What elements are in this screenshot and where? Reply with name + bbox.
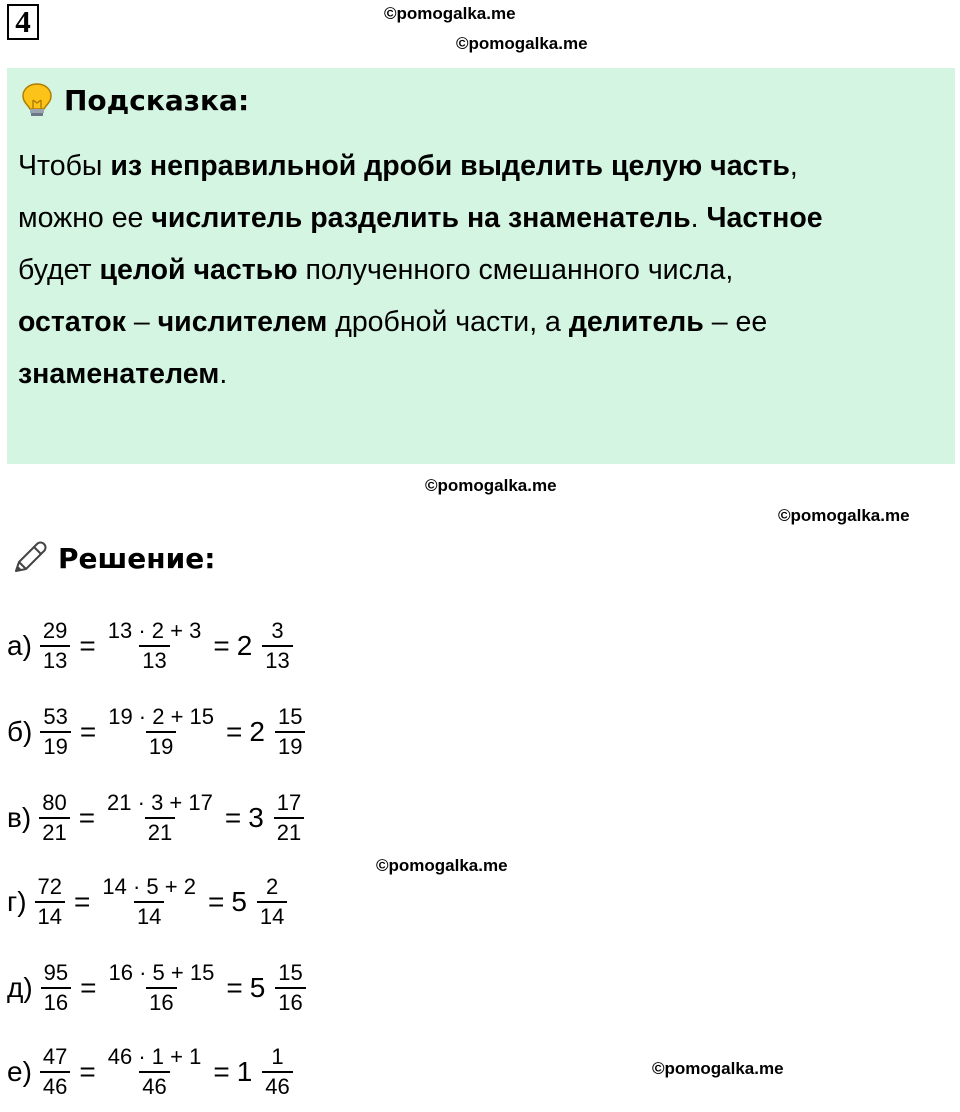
numerator: 2 (266, 874, 279, 899)
denominator: 21 (145, 817, 175, 847)
lightbulb-icon (20, 82, 54, 118)
hint-text-segment: , (789, 150, 798, 182)
whole-part: 5 (231, 886, 247, 917)
hint-text-segment: дробной части, а (327, 306, 569, 338)
denominator: 46 (139, 1071, 169, 1101)
denominator: 13 (40, 645, 70, 675)
denominator: 21 (39, 817, 69, 847)
hint-text-segment: – ее (703, 306, 768, 338)
denominator: 14 (257, 901, 287, 931)
solution-row (7, 862, 407, 942)
improper-fraction (38, 703, 72, 761)
solution-row (7, 692, 407, 772)
equals-sign: = (74, 886, 91, 917)
numerator: 17 (276, 790, 302, 815)
denominator: 16 (146, 987, 176, 1017)
row-label: а) (7, 630, 32, 661)
whole-part: 2 (236, 630, 253, 661)
hint-text-segment: остаток (18, 306, 126, 338)
numerator: 1 (271, 1044, 284, 1069)
hint-text-segment: Частное (706, 202, 823, 234)
remainder-fraction (273, 959, 307, 1017)
denominator: 13 (139, 645, 169, 675)
equals-sign: = (213, 1056, 230, 1087)
denominator: 16 (275, 987, 305, 1017)
improper-fraction (33, 873, 67, 931)
numerator: 21 · 3 + 17 (107, 790, 213, 815)
hint-text-segment: будет (18, 254, 100, 286)
row-label: в) (7, 802, 32, 833)
denominator: 19 (40, 731, 70, 761)
task-number: 4 (7, 4, 39, 40)
whole-part: 1 (236, 1056, 253, 1087)
remainder-fraction (272, 789, 306, 847)
denominator: 46 (262, 1071, 292, 1101)
numerator: 95 (43, 960, 69, 985)
equals-sign: = (78, 802, 96, 833)
hint-text (18, 140, 948, 400)
denominator: 14 (134, 901, 164, 931)
row-label: е) (7, 1056, 32, 1087)
solution-row (7, 606, 407, 686)
hint-text-segment: знаменателем (18, 358, 220, 390)
equals-sign: = (79, 630, 96, 661)
row-label: д) (7, 972, 33, 1003)
whole-part: 3 (248, 802, 264, 833)
denominator: 19 (275, 731, 305, 761)
remainder-fraction (255, 873, 289, 931)
numerator: 19 · 2 + 15 (108, 704, 215, 729)
whole-part: 2 (249, 716, 265, 747)
numerator: 14 · 5 + 2 (102, 874, 196, 899)
numerator: 80 (42, 790, 67, 815)
equals-sign: = (224, 802, 242, 833)
numerator: 47 (42, 1044, 68, 1069)
row-label: г) (7, 886, 27, 917)
hint-text-segment: . (690, 202, 707, 234)
whole-part: 5 (249, 972, 266, 1003)
numerator: 16 · 5 + 15 (108, 960, 215, 985)
hint-text-segment: . (219, 358, 228, 390)
watermark: ©pomogalka.me (376, 856, 508, 875)
hint-text-segment: числителем (157, 306, 328, 338)
hint-text-segment: числитель разделить на знаменатель (151, 202, 691, 234)
expanded-fraction (104, 959, 220, 1017)
solution-row (7, 778, 407, 858)
hint-text-segment: из неправильной дроби выделить целую часть (110, 150, 790, 182)
hint-title-text: Подсказка: (64, 83, 250, 117)
hint-text-segment: целой частью (99, 254, 298, 286)
equals-sign: = (226, 972, 243, 1003)
watermark: ©pomogalka.me (384, 4, 516, 23)
hint-text-segment: Чтобы (18, 150, 111, 182)
improper-fraction (37, 789, 71, 847)
expanded-fraction (103, 703, 219, 761)
numerator: 29 (42, 618, 68, 643)
equals-sign: = (79, 716, 97, 747)
numerator: 15 (278, 960, 303, 985)
improper-fraction (38, 1043, 72, 1101)
solution-title (10, 538, 215, 578)
denominator: 14 (35, 901, 65, 931)
equals-sign: = (213, 630, 230, 661)
solution-row (7, 948, 407, 1028)
numerator: 13 · 2 + 3 (107, 618, 202, 643)
remainder-fraction (273, 703, 307, 761)
hint-text-segment: делитель (568, 306, 704, 338)
equals-sign: = (80, 972, 97, 1003)
watermark: ©pomogalka.me (425, 476, 557, 495)
numerator: 3 (271, 618, 284, 643)
improper-fraction (39, 959, 73, 1017)
denominator: 21 (274, 817, 304, 847)
numerator: 72 (37, 874, 63, 899)
pencil-icon (10, 539, 48, 577)
hint-text-segment: можно ее (18, 202, 152, 234)
row-label: б) (7, 716, 33, 747)
watermark: ©pomogalka.me (652, 1059, 784, 1078)
improper-fraction (38, 617, 72, 675)
watermark: ©pomogalka.me (778, 506, 910, 525)
remainder-fraction (260, 617, 294, 675)
denominator: 46 (40, 1071, 70, 1101)
remainder-fraction (260, 1043, 294, 1101)
denominator: 19 (146, 731, 176, 761)
watermark: ©pomogalka.me (456, 34, 588, 53)
denominator: 16 (41, 987, 71, 1017)
expanded-fraction (97, 873, 201, 931)
numerator: 46 · 1 + 1 (107, 1044, 202, 1069)
equals-sign: = (79, 1056, 96, 1087)
expanded-fraction (103, 1043, 207, 1101)
expanded-fraction (102, 789, 218, 847)
denominator: 13 (262, 645, 292, 675)
hint-text-segment: полученного смешанного числа, (297, 254, 734, 286)
equals-sign: = (207, 886, 225, 917)
numerator: 15 (277, 704, 303, 729)
equals-sign: = (226, 716, 243, 747)
solution-title-text: Решение: (58, 541, 216, 575)
numerator: 53 (43, 704, 68, 729)
hint-title (20, 82, 249, 118)
hint-text-segment: – (125, 306, 158, 338)
expanded-fraction (103, 617, 207, 675)
solution-row (7, 1032, 407, 1112)
